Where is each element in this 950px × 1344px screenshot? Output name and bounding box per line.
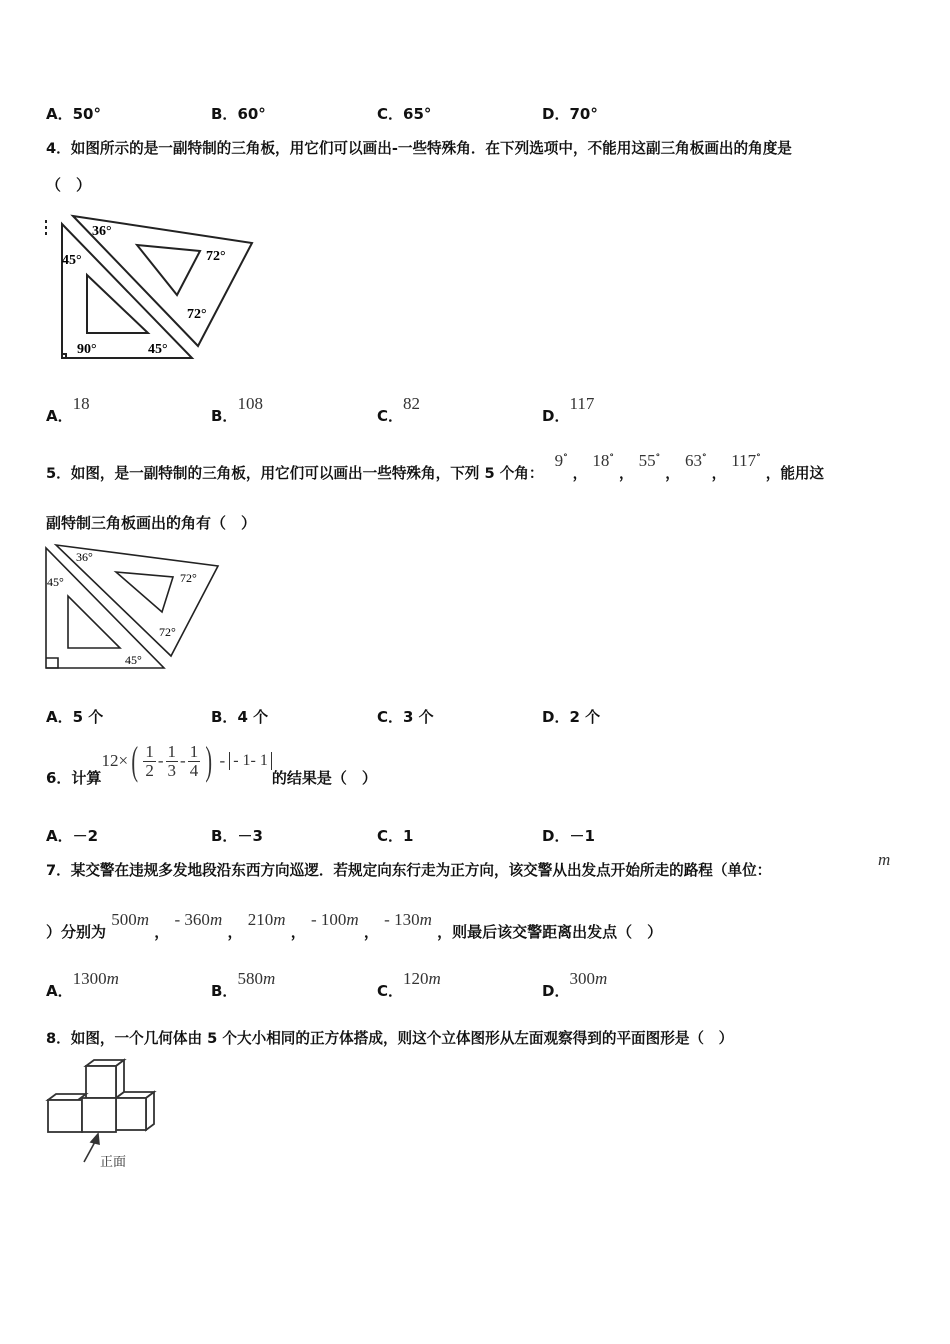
q7-option-d: D．300m [542, 969, 608, 1000]
q7-option-b: B．580m [211, 969, 276, 1000]
q6-option-a: A．－2 [46, 827, 99, 845]
q6-question: 6．计算 12 × ( $\frac{1}{2}$ - $\frac{1}{3}$ - $\frac{1}{4}$ ) - - 1- 1 的结果是（ ） [46, 738, 377, 787]
q6-fraction: $\frac{1}{2}$ [145, 741, 154, 780]
q5-angle-label: 36° [76, 550, 93, 564]
q3-option-a: A．50° [46, 105, 101, 123]
q3-option-d: D．70° [542, 105, 598, 123]
q4-angle-label: 72° [187, 307, 207, 322]
q6-fraction: $\frac{1}{4}$ [189, 741, 199, 780]
q6-option-d: D．－1 [542, 827, 595, 845]
q4-angle-label: 45° [148, 342, 168, 357]
q5-triangle-figure [40, 542, 226, 672]
q4-question-line2: （ ） [46, 176, 92, 194]
q4-angle-label: 72° [206, 249, 226, 264]
q3-option-b: B．60° [211, 105, 266, 123]
q4-angle-label: 36° [92, 224, 112, 239]
q5-angle-label: 45° [47, 575, 64, 589]
q5-angle-value: 18 [592, 451, 610, 470]
q5-angle-value: 55 [638, 451, 656, 470]
q4-angle-label: 90° [77, 342, 97, 357]
q5-option-b: B．4 个 [211, 708, 269, 726]
q4-option-b: B．108 [211, 394, 263, 425]
q4-angle-label: 45° [62, 253, 82, 268]
q7-distance-value: - 360m [174, 910, 223, 929]
q5-angle-value: 63 [684, 451, 702, 470]
q7-question-line1: 7．某交警在违规多发地段沿东西方向巡逻．若规定向东行走为正方向，该交警从出发点开始所走的路程（单位： [46, 862, 772, 879]
q4-option-d: D．117 [542, 394, 595, 425]
q5-angle-value: 117 [731, 451, 757, 470]
q8-cube-figure [44, 1058, 162, 1170]
q7-option-c: C．120m [377, 969, 441, 1000]
q4-option-a: A．18 [46, 394, 90, 425]
q5-option-d: D．2 个 [542, 708, 601, 726]
q5-angle-label: 45° [125, 653, 142, 667]
q4-triangle-figure [40, 208, 260, 366]
q8-question: 8．如图，一个几何体由 5 个大小相同的正方体搭成，则这个立体图形从左面观察得到的平面图形是（ ） [46, 1030, 734, 1047]
q4-question-line1: 4．如图所示的是一副特制的三角板，用它们可以画出-一些特殊角．在下列选项中，不能用这副三角板画出的角度是 [46, 140, 792, 157]
q7-unit: m [878, 850, 891, 869]
q7-distance-value: - 100m [310, 910, 359, 929]
q5-angle-label: 72° [180, 571, 197, 585]
q5-option-a: A．5 个 [46, 708, 104, 726]
q6-fraction: $\frac{1}{3}$ [167, 741, 177, 780]
q4-option-c: C．82 [377, 394, 421, 425]
q6-expression: 12 × ( $\frac{1}{2}$ - $\frac{1}{3}$ - $\frac{1}{4}$ ) - - 1- 1 [101, 741, 271, 781]
q6-option-c: C．1 [377, 827, 414, 845]
q7-option-a: A．1300m [46, 969, 119, 1000]
q8-front-label: 正面 [100, 1155, 127, 1170]
q7-distance-value: 500m [111, 910, 150, 929]
q6-option-b: B．－3 [211, 827, 263, 845]
q5-question-line1: 5．如图，是一副特制的三角板，用它们可以画出一些特殊角，下列 5 个角： 9° ， 18° ， 55° ， 63° ， 117° ，能用这 [46, 451, 825, 482]
q3-option-c: C．65° [377, 105, 432, 123]
q7-distance-value: - 130m [384, 910, 432, 929]
q6-absolute-value: - 1- 1 [229, 752, 272, 770]
q5-option-c: C．3 个 [377, 708, 434, 726]
q7-question-line2: ）分别为 500m ， - 360m ， 210m ， - 100m ， - 130m ，则最后该交警距离出发点（ ） [46, 910, 663, 941]
q7-distance-value: 210m [247, 910, 286, 929]
q5-question-line2: 副特制三角板画出的角有（ ） [46, 514, 257, 532]
q5-angle-value: 9 [554, 451, 564, 470]
q5-angle-label: 72° [159, 625, 176, 639]
